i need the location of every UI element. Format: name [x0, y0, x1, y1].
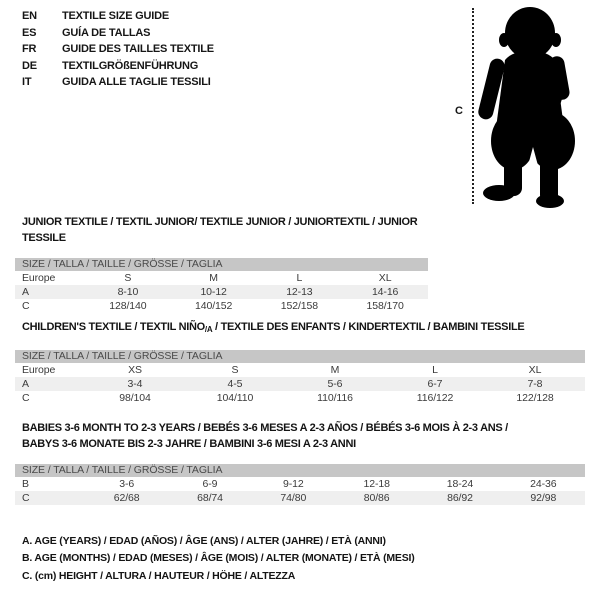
table-row	[15, 477, 585, 491]
list-item	[22, 58, 214, 75]
cell-value: 7-8	[527, 378, 543, 390]
table-header-bar: SIZE / TALLA / TAILLE / GRÖSSE / TAGLIA	[15, 464, 585, 477]
cell-value: S	[124, 272, 132, 284]
height-figure	[445, 0, 600, 215]
language-code: EN	[22, 10, 37, 22]
section-babies-textile	[15, 420, 585, 505]
cell-value: 116/122	[416, 392, 454, 404]
table-row	[15, 391, 585, 405]
footnote-b: B. AGE (MONTHS) / EDAD (MESES) / ÂGE (MOIS) / ALTER (MONATE) / ETÀ (MESI)	[22, 552, 415, 565]
cell-value: 158/170	[366, 300, 404, 312]
cell-value: 24-36	[530, 478, 557, 490]
cell-value: XL	[528, 364, 542, 376]
table-row	[15, 285, 428, 299]
section-title	[22, 420, 585, 452]
cell-value: S	[231, 364, 239, 376]
cell-value: XL	[378, 272, 392, 284]
row-label: A	[22, 378, 29, 390]
language-code: FR	[22, 43, 37, 55]
cell-value: L	[432, 364, 438, 376]
cell-value: 10-12	[200, 286, 227, 298]
table-header-bar: SIZE / TALLA / TAILLE / GRÖSSE / TAGLIA	[15, 350, 585, 363]
cell-value: 68/74	[197, 492, 223, 504]
height-marker-label: C	[455, 105, 463, 117]
baby-silhouette-icon	[460, 0, 600, 215]
table-header-bar: SIZE / TALLA / TAILLE / GRÖSSE / TAGLIA	[15, 258, 428, 271]
cell-value: 62/68	[113, 492, 140, 504]
cell-value: 12-18	[363, 478, 390, 490]
row-label: A	[22, 286, 29, 298]
cell-value: M	[209, 272, 218, 284]
size-table	[15, 258, 428, 313]
footnote-a: A. AGE (YEARS) / EDAD (AÑOS) / ÂGE (ANS) / ALTER (JAHRE) / ETÀ (ANNI)	[22, 535, 386, 547]
cell-value: 92/98	[530, 492, 557, 504]
cell-value: 6-7	[427, 378, 443, 390]
cell-value: 80/86	[363, 492, 390, 504]
list-item	[22, 74, 214, 91]
section-junior-textile	[15, 214, 428, 313]
language-title: TEXTILE SIZE GUIDE	[62, 10, 170, 22]
cell-value: 98/104	[119, 392, 151, 404]
cell-value: 86/92	[447, 492, 473, 504]
row-label: Europe	[22, 364, 56, 376]
size-table	[15, 464, 585, 505]
footnotes	[22, 533, 415, 585]
cell-value: 128/140	[109, 300, 147, 312]
row-label: C	[22, 492, 30, 504]
section-childrens-textile	[15, 319, 585, 405]
list-item	[22, 25, 214, 42]
cell-value: 110/116	[317, 392, 353, 404]
cell-value: 140/152	[194, 300, 233, 312]
list-item	[22, 8, 214, 25]
language-code: DE	[22, 59, 37, 72]
row-label: Europe	[22, 272, 56, 284]
cell-value: 9-12	[283, 478, 304, 490]
cell-value: 74/80	[280, 492, 307, 504]
table-row	[15, 299, 428, 313]
language-title: GUIDE DES TAILLES TEXTILE	[62, 43, 214, 55]
section-title	[22, 214, 428, 246]
section-title-line1: BABIES 3-6 MONTH TO 2-3 YEARS / BEBÉS 3-6 MESES A 2-3 AÑOS / BÉBÉS 3-6 MOIS À 2-3 ANS /	[22, 422, 508, 434]
cell-value: XS	[128, 364, 142, 376]
language-code: ES	[22, 26, 37, 39]
size-table	[15, 350, 585, 405]
section-title-subscript: /A	[204, 325, 213, 334]
section-title-text: / TEXTILE DES ENFANTS / KINDERTEXTIL / BAMBINI TESSILE	[212, 321, 525, 333]
cell-value: 152/158	[280, 300, 318, 312]
section-title-text: JUNIOR TEXTILE / TEXTIL JUNIOR/ TEXTILE JUNIOR / JUNIORTEXTIL / JUNIOR TESSILE	[22, 216, 418, 244]
table-body	[15, 477, 585, 505]
section-title-line2: BABYS 3-6 MONATE BIS 2-3 JAHRE / BAMBINI 3-6 MESI A 2-3 ANNI	[22, 438, 356, 450]
cell-value: 5-6	[327, 378, 343, 390]
table-row	[15, 377, 585, 391]
language-guide-list	[22, 8, 214, 91]
cell-value: 12-13	[286, 286, 313, 298]
table-body	[15, 271, 428, 313]
table-body	[15, 363, 585, 405]
section-title	[22, 319, 585, 338]
footnote-c: C. (cm) HEIGHT / ALTURA / HAUTEUR / HÖHE / ALTEZZA	[22, 569, 296, 582]
row-label: C	[22, 392, 30, 404]
cell-value: 6-9	[202, 478, 218, 490]
cell-value: 104/110	[216, 392, 254, 404]
language-title: GUÍA DE TALLAS	[62, 26, 151, 39]
cell-value: L	[296, 272, 303, 284]
table-row	[15, 363, 585, 377]
language-title: GUIDA ALLE TAGLIE TESSILI	[62, 76, 211, 88]
list-item	[22, 41, 214, 58]
cell-value: 122/128	[516, 392, 554, 404]
table-row	[15, 271, 428, 285]
row-label: C	[22, 300, 30, 312]
row-label: B	[22, 478, 29, 490]
table-row	[15, 491, 585, 505]
cell-value: 18-24	[446, 478, 474, 490]
section-title-text: CHILDREN'S TEXTILE / TEXTIL NIÑO	[22, 321, 205, 333]
language-title: TEXTILGRÖßENFÜHRUNG	[62, 59, 199, 72]
language-code: IT	[22, 76, 32, 88]
cell-value: 3-4	[127, 378, 143, 390]
cell-value: 8-10	[117, 286, 139, 298]
cell-value: 3-6	[119, 478, 135, 490]
cell-value: 14-16	[371, 286, 399, 298]
cell-value: 4-5	[227, 378, 243, 390]
cell-value: M	[330, 364, 340, 376]
